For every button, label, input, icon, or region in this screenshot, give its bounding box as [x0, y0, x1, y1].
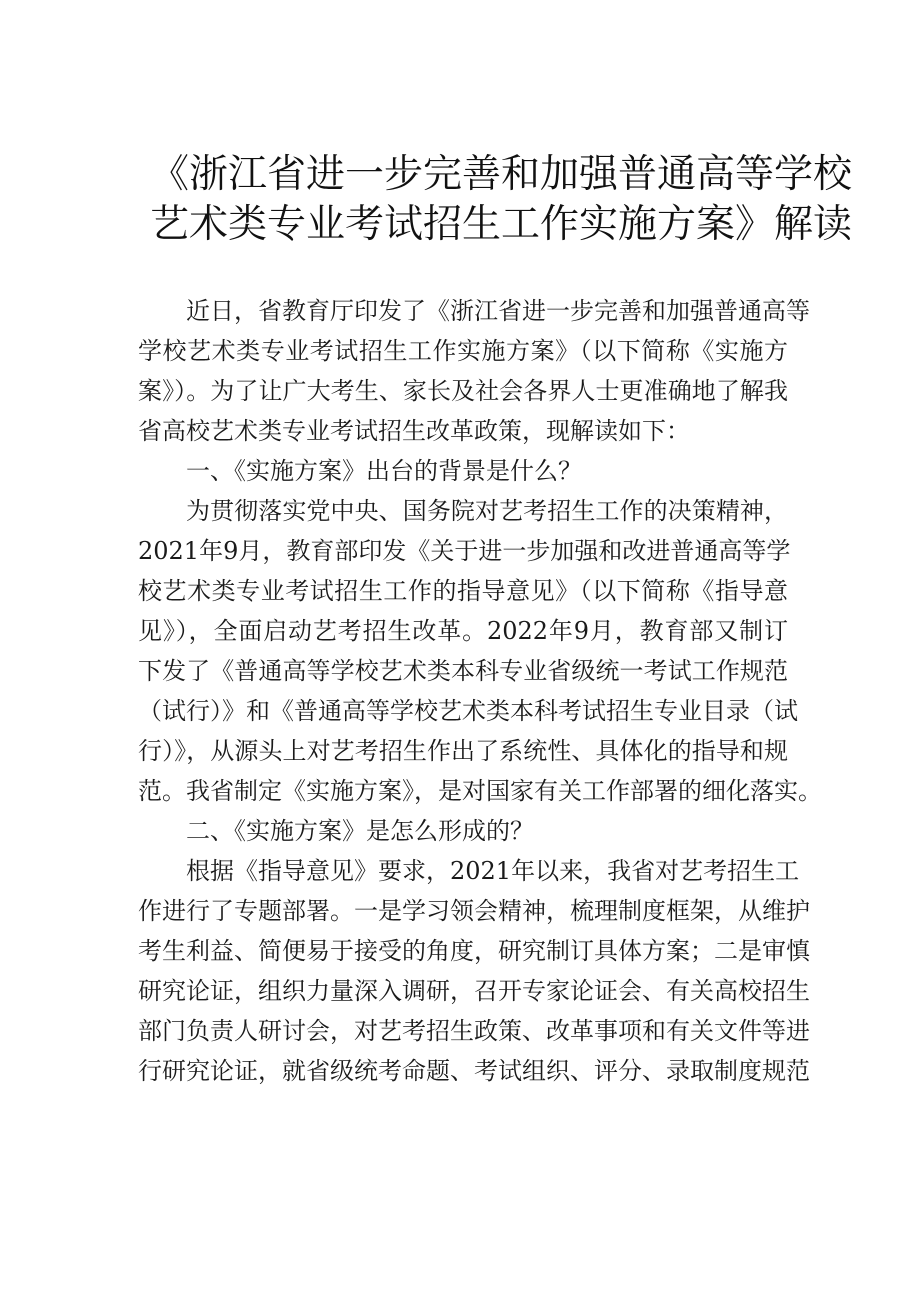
text-line: 部门负责人研讨会，对艺考招生政策、改革事项和有关文件等进 [138, 1017, 810, 1045]
title-line: 艺术类专业考试招生工作实施方案》解读 [150, 202, 853, 247]
section-heading-2 [138, 811, 788, 851]
document-title [150, 150, 853, 250]
document-body [138, 291, 822, 1091]
text-line: 近日，省教育厅印发了《浙江省进一步完善和加强普通高等 [186, 297, 810, 325]
formation-paragraph [138, 851, 810, 1091]
background-paragraph [138, 491, 822, 811]
text-line: 行）》，从源头上对艺考招生作出了系统性、具体化的指导和规 [138, 737, 788, 765]
text-line: 考生利益、简便易于接受的角度，研究制订具体方案；二是审慎 [138, 937, 810, 965]
text-line: 省高校艺术类专业考试招生改革政策，现解读如下： [138, 417, 690, 445]
text-line: 研究论证，组织力量深入调研，召开专家论证会、有关高校招生 [138, 977, 810, 1005]
section-heading-1 [138, 451, 788, 491]
text-line: 范。我省制定《实施方案》，是对国家有关工作部署的细化落实。 [138, 777, 822, 805]
text-line: 作进行了专题部署。一是学习领会精神，梳理制度框架，从维护 [138, 897, 810, 925]
text-line: （试行）》和《普通高等学校艺术类本科考试招生专业目录（试 [138, 697, 798, 725]
title-line: 《浙江省进一步完善和加强普通高等学校 [150, 152, 853, 197]
heading-line: 一、《实施方案》出台的背景是什么？ [186, 457, 582, 485]
text-line: 根据《指导意见》要求，2021年以来，我省对艺考招生工 [186, 857, 800, 885]
text-line: 见》），全面启动艺考招生改革。2022年9月，教育部又制订 [138, 617, 788, 645]
text-line: 校艺术类专业考试招生工作的指导意见》（以下简称《指导意 [138, 577, 788, 605]
text-line: 为贯彻落实党中央、国务院对艺考招生工作的决策精神， [186, 497, 788, 525]
heading-line: 二、《实施方案》是怎么形成的？ [186, 817, 534, 845]
text-line: 行研究论证，就省级统考命题、考试组织、评分、录取制度规范 [138, 1057, 810, 1085]
text-line: 下发了《普通高等学校艺术类本科专业省级统一考试工作规范 [138, 657, 788, 685]
text-line: 案》）。为了让广大考生、家长及社会各界人士更准确地了解我 [138, 377, 788, 405]
text-line: 学校艺术类专业考试招生工作实施方案》（以下简称《实施方 [138, 337, 788, 365]
intro-paragraph [138, 291, 810, 451]
text-line: 2021年9月，教育部印发《关于进一步加强和改进普通高等学 [138, 537, 791, 565]
